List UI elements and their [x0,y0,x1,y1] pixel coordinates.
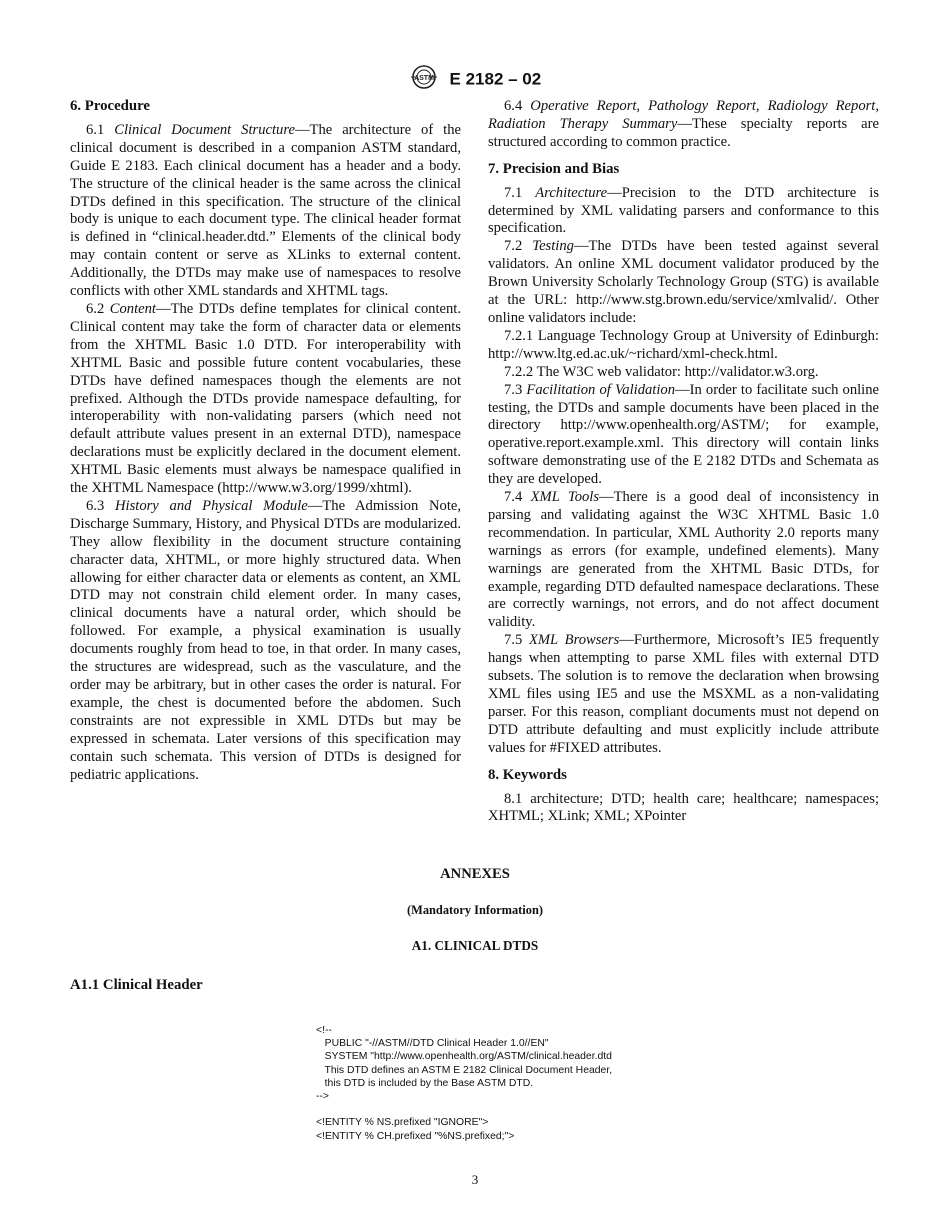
paragraph-7-2-2: 7.2.2 The W3C web validator: http://validator.w3.org. [504,363,819,380]
annexes-subtitle: (Mandatory Information) [407,903,543,917]
dtd-code-block: <!-- PUBLIC "-//ASTM//DTD Clinical Header 1.0//EN" SYSTEM "http://www.openhealth.org/ASTM/clinical.header.dtd This DTD defines an ASTM E 2182 Clinical Document Header, this DTD is included by the Base ASTM DTD. --> <!ENTITY % NS.prefixed "IGNORE"> <!ENTITY % CH.prefixed "%NS.prefixed;"> [316,1025,613,1142]
paragraph-8-1: 8.1 architecture; DTD; health care; healthcare; namespaces; XHTML; XLink; XML; XPointer [488,790,879,825]
section-heading-procedure: 6. Procedure [70,98,150,114]
page-number: 3 [471,1172,479,1187]
paragraph-6-4: 6.4 Operative Report, Pathology Report, Radiology Report, Radiation Therapy Summary—These specialty reports are structured according to common practice. [488,98,879,150]
paragraph-6-1: 6.1 Clinical Document Structure—The architecture of the clinical document is described in a companion ASTM standard, Guide E 2183. Each clinical document has a header and a body. The structure of the clinical header is the same across the clinical DTDs defined in this specification. The structure of the clinical body is unique to each document type. The clinical header format is defined in “clinical.header.dtd.” Elements of the clinical body may contain content or serve as XLinks to external content. Additionally, the DTDs may make use of namespaces to resolve conflicts with other XML standards and XHTML tags. [70,121,462,300]
paragraph-6-3: 6.3 History and Physical Module—The Admission Note, Discharge Summary, History, and Physical DTDs are modularized. They allow flexibility in the document structure containing character data, XHTML, or more highly structured data. When allowing for either character data or elements as content, an XML DTD may not constrain child element order. In many cases, clinical documents have a natural order, which should be followed. For example, a physical examination is usually documents roughly from head to toe, in that order. In many cases, the structures are widespread, such as the vasculature, and the order may be arbitrary, but in other cases the order is natural. For example, the chest is documented before the abdomen. Such constraints are not expressible in XML DTDs but may be expressed in schemata. Later versions of this specification may contain such schemata. This version of DTDs is designed for pediatric applications. [70,497,462,783]
paragraph-7-4: 7.4 XML Tools—There is a good deal of inconsistency in parsing and validating against the W3C XHTML Basic 1.0 recommendation. In particular, XML Authority 2.0 reports many warnings as errors (for example, undefined elements). Many warnings are generated from the XHTML Basic DTDs, for example, regarding DTD defaulted namespace declarations. These are correctly warnings, not errors, and do not affect document validity. [488,489,879,631]
paragraph-7-3: 7.3 Facilitation of Validation—In order to facilitate such online testing, the DTDs and sample documents have been placed in the directory http://www.openhealth.org/ASTM/; for example, operative.report.example.xml. This directory will contain links software demonstrating use of the E 2182 DTDs and Schemata as they are developed. [488,381,880,488]
paragraph-7-2: 7.2 Testing—The DTDs have been tested against several validators. An online XML document validator produced by the Brown University Scholarly Technology Group (STG) is available at the URL: http://www.stg.brown.edu/service/xmlvalid/. Other online validators include: [488,238,879,326]
paragraph-6-2: 6.2 Content—The DTDs define templates for clinical content. Clinical content may take the form of character data or elements from the XHTML Basic 1.0 DTD. For interoperability with XHTML Basic and possible future content vocabularies, these DTDs have defined namespaces though the elements are not prefixed. Although the DTDs provide namespace defaulting, for interoperability with non-validating parsers (which need not default attribute values present in an external DTD), namespace declarations must be explicitly declared in the document element. XHTML Basic elements must always be namespace qualified in the XHTML Namespace (http://www.w3.org/1999/xhtml). [70,300,461,497]
standard-designation: E 2182 – 02 [449,69,542,89]
annex-a1-1-heading: A1.1 Clinical Header [70,977,203,993]
annexes-title: ANNEXES [440,866,510,882]
annex-a1-heading: A1. CLINICAL DTDS [411,938,539,953]
right-column [488,98,879,826]
paragraph-7-5: 7.5 XML Browsers—Furthermore, Microsoft’s IE5 frequently hangs when attempting to parse XML files with external DTD subsets. The solution is to remove the declaration when browsing XML files using IE5 and use the MSXML as a non-validating parser. For this reason, compliant documents must not depend on DTD attribute defaulting and must explicitly include attribute values for #FIXED attributes. [488,632,879,756]
svg-text:ASTM: ASTM [413,75,434,82]
left-column [70,98,461,784]
paragraph-7-1: 7.1 Architecture—Precision to the DTD architecture is determined by XML validating parsers and conformance to this specification. [488,184,880,237]
section-heading-precision: 7. Precision and Bias [488,160,620,177]
section-heading-keywords: 8. Keywords [488,766,567,783]
page-header [0,64,950,95]
astm-logo-icon [409,64,439,95]
paragraph-7-2-1: 7.2.1 Language Technology Group at University of Edinburgh: http://www.ltg.ed.ac.uk/~richard/xml-check.html. [488,327,879,362]
